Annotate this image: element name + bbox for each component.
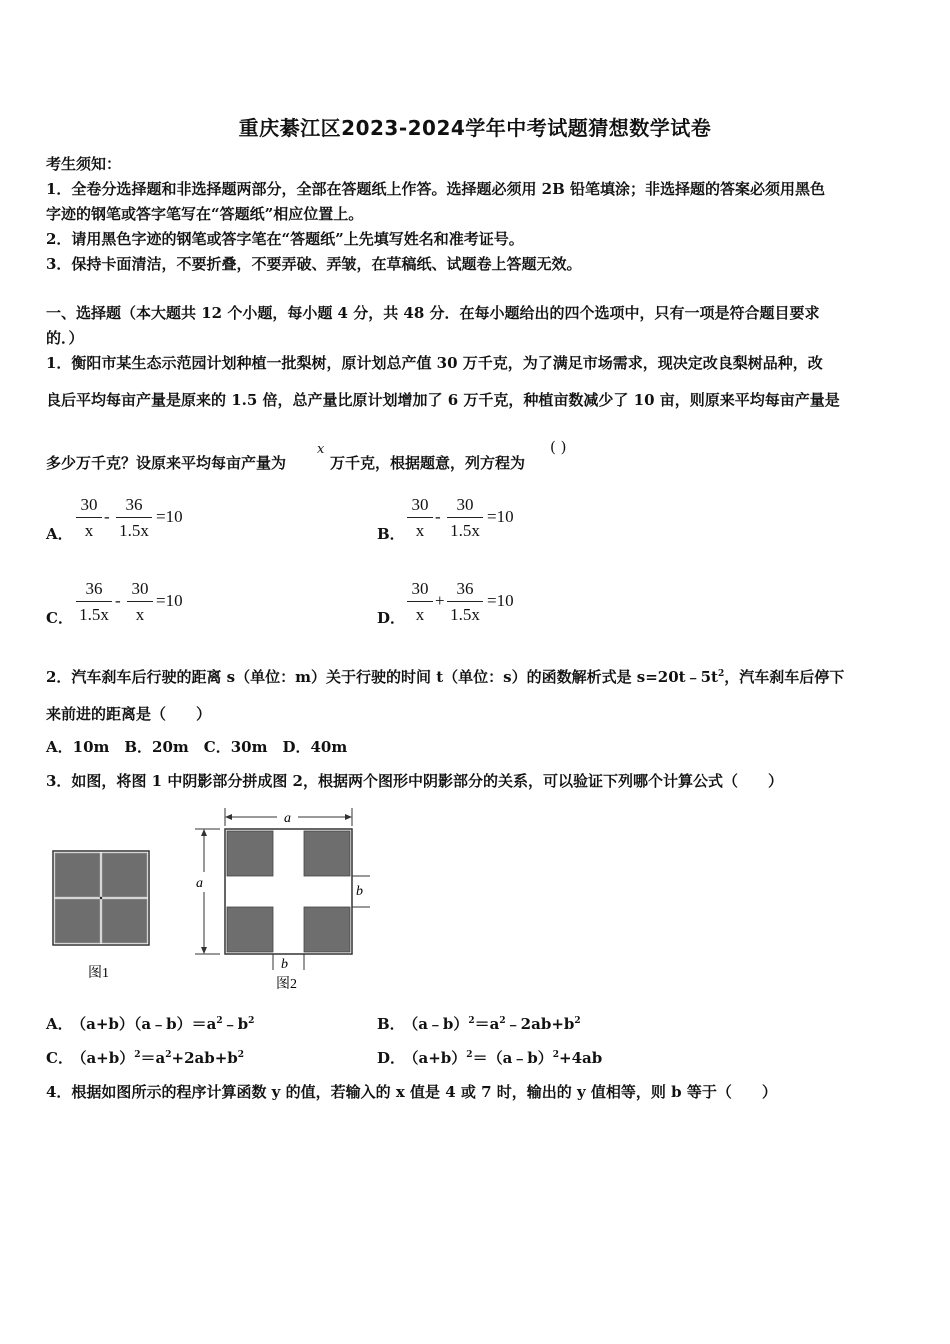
notice-item: 3．保持卡面清洁，不要折叠，不要弄破、弄皱，在草稿纸、试题卷上答题无效。 — [46, 255, 582, 273]
operator: + — [435, 591, 445, 610]
dimension-label-b: b — [356, 884, 363, 899]
shaded-square — [55, 853, 100, 897]
shaded-square — [227, 831, 273, 876]
option-text: ＝a — [140, 1049, 166, 1067]
figure-1-label: 图1 — [88, 966, 109, 981]
variable-x: x — [317, 442, 325, 457]
rhs: =10 — [156, 507, 183, 526]
question-2-line-end: ，汽车刹车后停下 — [724, 668, 845, 686]
option-text: +4ab — [559, 1049, 603, 1067]
question-1-text: 多少万千克？设原来平均每亩产量为 — [46, 454, 287, 472]
question-2-line: 2．汽车刹车后行驶的距离 s（单位：m）关于行驶的时间 t（单位：s）的函数解析式是 s=20t﹣5t — [46, 668, 718, 686]
option-label: A． — [46, 525, 73, 543]
question-3-text: 3．如图，将图 1 中阴影部分拼成图 2，根据两个图形中阴影部分的关系，可以验证下列哪个计算公式（ ） — [46, 772, 783, 790]
option-a — [46, 1013, 254, 1034]
option-text: （a+b） — [411, 1049, 467, 1067]
operator: - — [104, 507, 110, 526]
question-3-figures — [40, 800, 380, 1000]
shaded-square — [102, 899, 147, 943]
option-label: B． — [377, 1015, 405, 1033]
answer-paren: ( ) — [550, 438, 567, 456]
shaded-square — [227, 907, 273, 952]
option-text: （a﹣b） — [410, 1015, 469, 1033]
option-text: （a+b）（a﹣b）＝a — [78, 1015, 217, 1033]
numerator: 30 — [411, 495, 429, 514]
numerator: 30 — [411, 579, 429, 598]
question-1-text: 1．衡阳市某生态示范园计划种植一批梨树，原计划总产值 30 万千克，为了满足市场需求，现决定改良梨树品种，改 — [46, 354, 823, 372]
option-label: C． — [46, 609, 73, 627]
question-2-text — [46, 666, 844, 687]
numerator: 30 — [131, 579, 149, 598]
question-1-text: 良后平均每亩产量是原来的 1.5 倍，总产量比原计划增加了 6 万千克，种植亩数减少了 10 亩，则原来平均每亩产量是 — [46, 391, 840, 409]
section-heading-cont: 的．） — [46, 329, 84, 347]
shaded-square — [102, 853, 147, 897]
rhs: =10 — [487, 591, 514, 610]
option-b — [377, 1013, 581, 1034]
page-title: 重庆綦江区2023-2024学年中考试题猜想数学试卷 — [238, 116, 712, 140]
question-1-text: 万千克，根据题意，列方程为 — [330, 454, 526, 472]
denominator: 1.5x — [119, 521, 149, 540]
notice-item: 2．请用黑色字迹的钢笔或答字笔在“答题纸”上先填写姓名和准考证号。 — [46, 230, 524, 248]
numerator: 36 — [456, 579, 474, 598]
denominator: 1.5x — [450, 605, 480, 624]
dimension-label-b: b — [281, 957, 288, 972]
superscript: 2 — [216, 1016, 223, 1026]
shaded-square — [304, 831, 350, 876]
option-text: （a+b） — [78, 1049, 135, 1067]
superscript: 2 — [248, 1016, 255, 1026]
numerator: 36 — [125, 495, 143, 514]
option-text: ﹣b — [222, 1015, 249, 1033]
superscript: 2 — [499, 1016, 506, 1026]
rhs: =10 — [487, 507, 514, 526]
superscript: 2 — [237, 1050, 245, 1060]
figure-2-label: 图2 — [276, 977, 297, 992]
superscript: 2 — [552, 1050, 560, 1060]
superscript: 2 — [574, 1016, 581, 1026]
superscript: 2 — [165, 1050, 172, 1060]
option-text: +2ab+b — [171, 1049, 238, 1067]
question-2-text: 来前进的距离是（ ） — [46, 705, 212, 723]
question-4-text: 4．根据如图所示的程序计算函数 y 的值，若输入的 x 值是 4 或 7 时，输出的 y 值相等，则 b 等于（ ） — [46, 1083, 777, 1101]
denominator: x — [84, 521, 94, 540]
denominator: 1.5x — [79, 605, 109, 624]
denominator: x — [415, 605, 425, 624]
dimension-label-a: a — [196, 876, 203, 891]
section-heading: 一、选择题（本大题共 12 个小题，每小题 4 分，共 48 分．在每小题给出的四个选项中，只有一项是符合题目要求 — [46, 304, 820, 322]
superscript: 2 — [468, 1016, 475, 1026]
option-label: C． — [46, 1049, 73, 1067]
numerator: 36 — [85, 579, 103, 598]
option-label: D． — [377, 609, 406, 627]
numerator: 30 — [80, 495, 98, 514]
denominator: x — [415, 521, 425, 540]
dimension-label-a: a — [284, 811, 291, 826]
denominator: x — [135, 605, 145, 624]
option-label: B． — [377, 525, 405, 543]
option-text: ﹣2ab+b — [505, 1015, 575, 1033]
figure-2 — [195, 808, 370, 970]
option-label: D． — [377, 1049, 406, 1067]
rhs: =10 — [156, 591, 183, 610]
notice-item: 1．全卷分选择题和非选择题两部分，全部在答题纸上作答。选择题必须用 2B 铅笔填涂；非选择题的答案必须用黑色 — [46, 180, 826, 198]
option-text: ＝a — [474, 1015, 500, 1033]
figure-1 — [53, 851, 149, 945]
notice-heading: 考生须知： — [46, 155, 122, 173]
superscript: 2 — [466, 1050, 473, 1060]
notice-item: 字迹的钢笔或答字笔写在“答题纸”相应位置上。 — [46, 205, 364, 223]
option-text: ＝（a﹣b） — [472, 1049, 553, 1067]
shaded-square — [55, 899, 100, 943]
option-label: A． — [46, 1015, 73, 1033]
operator: - — [435, 507, 441, 526]
numerator: 30 — [456, 495, 474, 514]
shaded-square — [304, 907, 350, 952]
denominator: 1.5x — [450, 521, 480, 540]
option-d — [377, 1047, 602, 1068]
superscript: 2 — [717, 669, 725, 679]
operator: - — [115, 591, 121, 610]
question-2-options: A．10m B．20m C．30m D．40m — [46, 738, 348, 756]
option-c — [46, 1047, 244, 1068]
superscript: 2 — [134, 1050, 141, 1060]
